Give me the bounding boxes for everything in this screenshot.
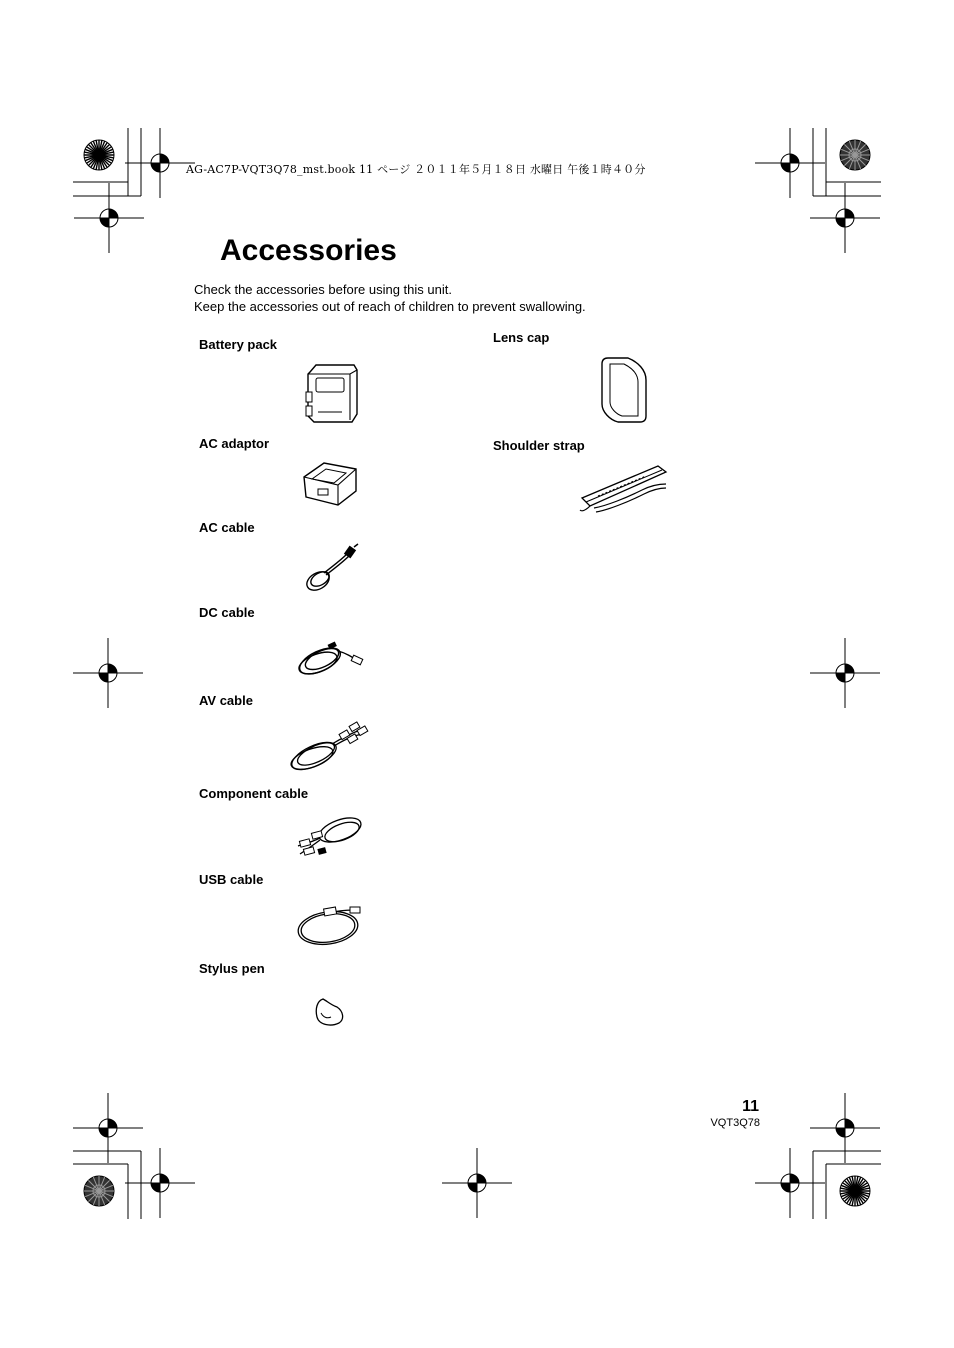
accessory-label-usb-cable: USB cable	[199, 872, 264, 887]
accessory-label-component-cable: Component cable	[199, 786, 309, 801]
page-title: Accessories	[220, 234, 397, 267]
lens-cap-icon	[598, 354, 650, 426]
av-cable-icon	[286, 718, 372, 774]
component-cable-icon	[292, 810, 368, 860]
accessory-label-lens-cap: Lens cap	[493, 330, 550, 345]
intro-line-2: Keep the accessories out of reach of children to prevent swallowing.	[194, 299, 586, 314]
accessory-label-ac-cable: AC cable	[199, 520, 255, 535]
document-code: VQT3Q78	[710, 1117, 760, 1129]
accessory-label-battery-pack: Battery pack	[199, 337, 278, 352]
dc-cable-icon	[294, 633, 366, 683]
print-info-line: AG-AC7P-VQT3Q78_mst.book 11 ページ ２０１１年５月１８日 水曜日 午後１時４０分	[186, 163, 646, 176]
stylus-pen-icon	[313, 995, 347, 1029]
accessory-label-shoulder-strap: Shoulder strap	[493, 438, 585, 453]
battery-pack-icon	[302, 362, 360, 426]
accessory-label-dc-cable: DC cable	[199, 605, 255, 620]
page-number: 11	[742, 1098, 759, 1115]
accessory-label-ac-adaptor: AC adaptor	[199, 436, 270, 451]
intro-line-1: Check the accessories before using this unit.	[194, 282, 452, 297]
usb-cable-icon	[294, 898, 366, 950]
ac-adaptor-icon	[300, 459, 360, 507]
ac-cable-icon	[300, 543, 360, 595]
accessory-label-stylus-pen: Stylus pen	[199, 961, 265, 976]
accessory-label-av-cable: AV cable	[199, 693, 253, 708]
shoulder-strap-icon	[576, 462, 670, 518]
